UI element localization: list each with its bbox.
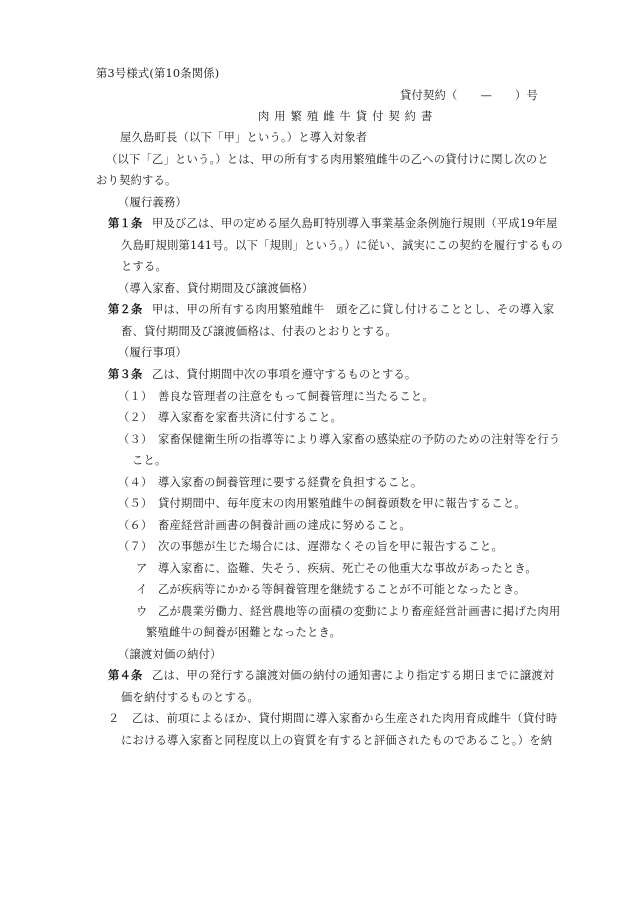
document-title: 肉用繁殖雌牛貸付契約書	[258, 110, 438, 123]
heading-livestock: （導入家畜、貸付期間及び譲渡価格）	[118, 282, 314, 295]
subitem-text: 乙が農業労働力、経営農地等の面積の変動により畜産経営計画書に掲げた肉用	[158, 605, 561, 618]
heading-payment: （譲渡対価の納付）	[118, 648, 222, 661]
item-text: 貸付期間中、毎年度末の肉用繁殖雌牛の飼養頭数を甲に報告すること。	[158, 497, 526, 510]
article-2-text-cont: 畜、貸付期間及び譲渡価格は、付表のとおりとする。	[121, 325, 397, 338]
article-3-label: 第３条	[108, 367, 143, 381]
article-4-text: 乙は、甲の発行する譲渡対価の納付の通知書により指定する期日までに譲渡対	[152, 669, 555, 682]
preamble-line: （以下「乙」という。）とは、甲の所有する肉用繁殖雌牛の乙への貸付けに関し次のと	[106, 153, 549, 166]
form-label: 第3号様式(第10条関係)	[96, 67, 220, 80]
item-number: （１）	[118, 390, 153, 403]
heading-duty: （履行義務）	[118, 196, 187, 209]
item-text: 畜産経営計画書の飼養計画の達成に努めること。	[158, 519, 411, 532]
article-1-label: 第１条	[108, 216, 143, 230]
item-number: （２）	[118, 411, 153, 424]
item-number: （７）	[118, 540, 153, 553]
contract-number: 貸付契約（ — ）号	[400, 89, 538, 102]
subitem-kana: ア	[136, 562, 148, 575]
item-text: 導入家畜の飼養管理に要する経費を負担すること。	[158, 476, 423, 489]
heading-obligations: （履行事項）	[118, 346, 187, 359]
item-number: （３）	[118, 433, 153, 446]
item-number: （５）	[118, 497, 153, 510]
item-text: 善良な管理者の注意をもって飼養管理に当たること。	[158, 390, 434, 403]
item-number: （４）	[118, 476, 153, 489]
item-text: 家畜保健衛生所の指導等により導入家畜の感染症の予防のための注射等を行う	[158, 433, 561, 446]
article-4-para-2-number: ２	[108, 712, 120, 725]
subitem-kana: イ	[136, 583, 148, 596]
item-text-cont: こと。	[132, 454, 167, 467]
article-1-text-cont: とする。	[121, 260, 167, 273]
article-3-text: 乙は、貸付期間中次の事項を遵守するものとする。	[152, 368, 417, 381]
article-1-text-cont: 久島町規則第141号。以下「規則」という。）に従い、誠実にこの契約を履行するもの	[121, 239, 563, 252]
subitem-text-cont: 繁殖雌牛の飼養が困難となったとき。	[146, 626, 341, 639]
article-2-text: 甲は、甲の所有する肉用繁殖雌牛 頭を乙に貸し付けることとし、その導入家	[152, 303, 555, 316]
article-4-label: 第４条	[108, 668, 143, 682]
article-4-text-cont: 価を納付するものとする。	[121, 691, 259, 704]
item-text: 導入家畜を家畜共済に付すること。	[158, 411, 342, 424]
preamble-line: おり契約する。	[96, 174, 177, 187]
item-number: （６）	[118, 519, 153, 532]
preamble-line: 屋久島町長（以下「甲」という。）と導入対象者	[120, 131, 368, 144]
article-4-para-2-cont: における導入家畜と同程度以上の資質を有すると評価されたものであること。）を納	[121, 734, 553, 747]
subitem-text: 導入家畜に、盗難、失そう、疾病、死亡その他重大な事故があったとき。	[158, 562, 537, 575]
article-1-text: 甲及び乙は、甲の定める屋久島町特別導入事業基金条例施行規則（平成19年屋	[152, 217, 558, 230]
article-2-label: 第２条	[108, 302, 143, 316]
item-text: 次の事態が生じた場合には、遅滞なくその旨を甲に報告すること。	[158, 540, 503, 553]
article-4-para-2-text: 乙は、前項によるほか、貸付期間に導入家畜から生産された肉用育成雌牛（貸付時	[132, 712, 558, 725]
subitem-kana: ウ	[136, 605, 148, 618]
subitem-text: 乙が疾病等にかかる等飼養管理を継続することが不可能となったとき。	[158, 583, 526, 596]
